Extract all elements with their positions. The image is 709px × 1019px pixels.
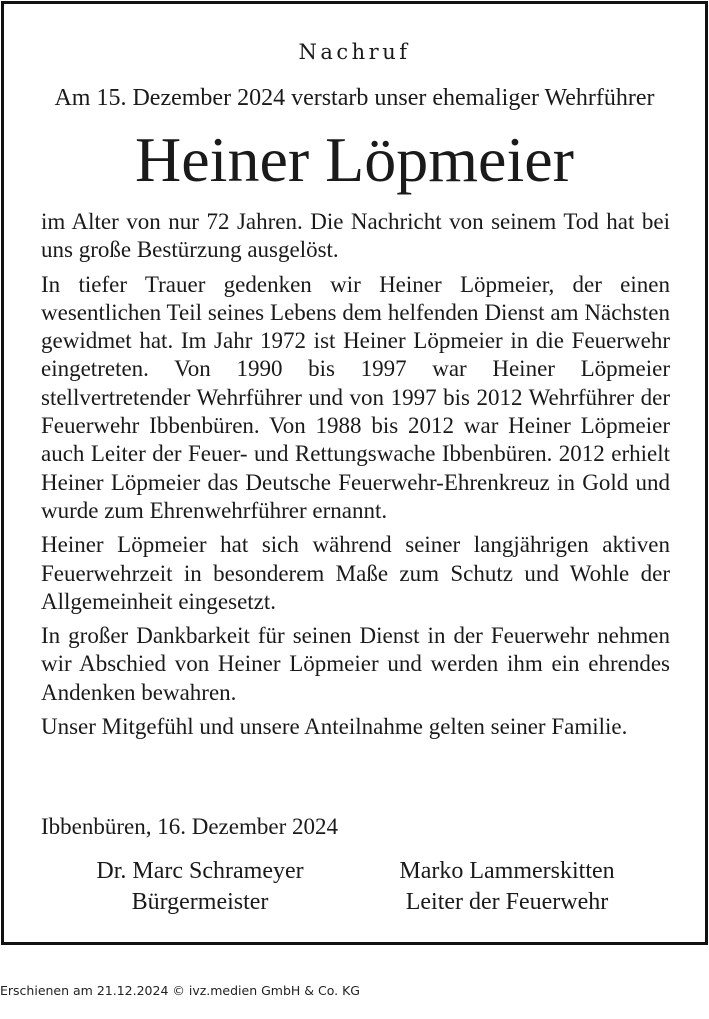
body-paragraph: In tiefer Trauer gedenken wir Heiner Löpmeier, der einen wesentlichen Teil seines Lebens dem helfenden Dienst am Nächsten gewidmet hat. Im Jahr 1972 ist Heiner Löpmeier in die Feuerwehr eingetreten. Von 1990 bis 1997 war Heiner Löpmeier stellvertretender Wehrführer und von 1997 bis 2012 Wehrführer der Feuerwehr Ibbenbüren. Von 1988 bis 2012 war Heiner Löpmeier auch Leiter der Feuer- und Rettungswache Ibbenbüren. 2012 erhielt Heiner Löpmeier das Deutsche Feuerwehr-Ehrenkreuz in Gold und wurde zum Ehrenwehrführer ernannt. [41, 271, 670, 523]
signer-fire-chief [362, 856, 652, 918]
publication-footer: Erschienen am 21.12.2024 © ivz.medien GmbH & Co. KG [0, 983, 360, 998]
obituary-notice [1, 1, 708, 945]
body-paragraph: Heiner Löpmeier hat sich während seiner langjährigen aktiven Feuerwehrzeit in besonderem Maße zum Schutz und Wohle der Allgemeinheit eingesetzt. [41, 532, 670, 614]
notice-heading: Nachruf [298, 40, 411, 64]
body-paragraph: im Alter von nur 72 Jahren. Die Nachricht von seinem Tod hat bei uns große Bestürzung ausgelöst. [41, 209, 670, 263]
signer-title: Bürgermeister [131, 889, 269, 915]
body-paragraph: In großer Dankbarkeit für seinen Dienst in der Feuerwehr nehmen wir Abschied von Heiner Löpmeier und werden ihm ein ehrendes Andenken bewahren. [41, 623, 670, 705]
place-date: Ibbenbüren, 16. Dezember 2024 [41, 814, 338, 839]
deceased-name: Heiner Löpmeier [135, 124, 574, 195]
signer-name: Dr. Marc Schrameyer [96, 858, 304, 884]
signer-title: Leiter der Feuerwehr [405, 889, 609, 915]
notice-body [41, 208, 670, 747]
signer-mayor [60, 856, 340, 918]
signer-name: Marko Lammerskitten [399, 858, 615, 884]
notice-intro: Am 15. Dezember 2024 verstarb unser ehemaliger Wehrführer [54, 85, 655, 111]
body-paragraph: Unser Mitgefühl und unsere Anteilnahme gelten seiner Familie. [41, 714, 628, 740]
